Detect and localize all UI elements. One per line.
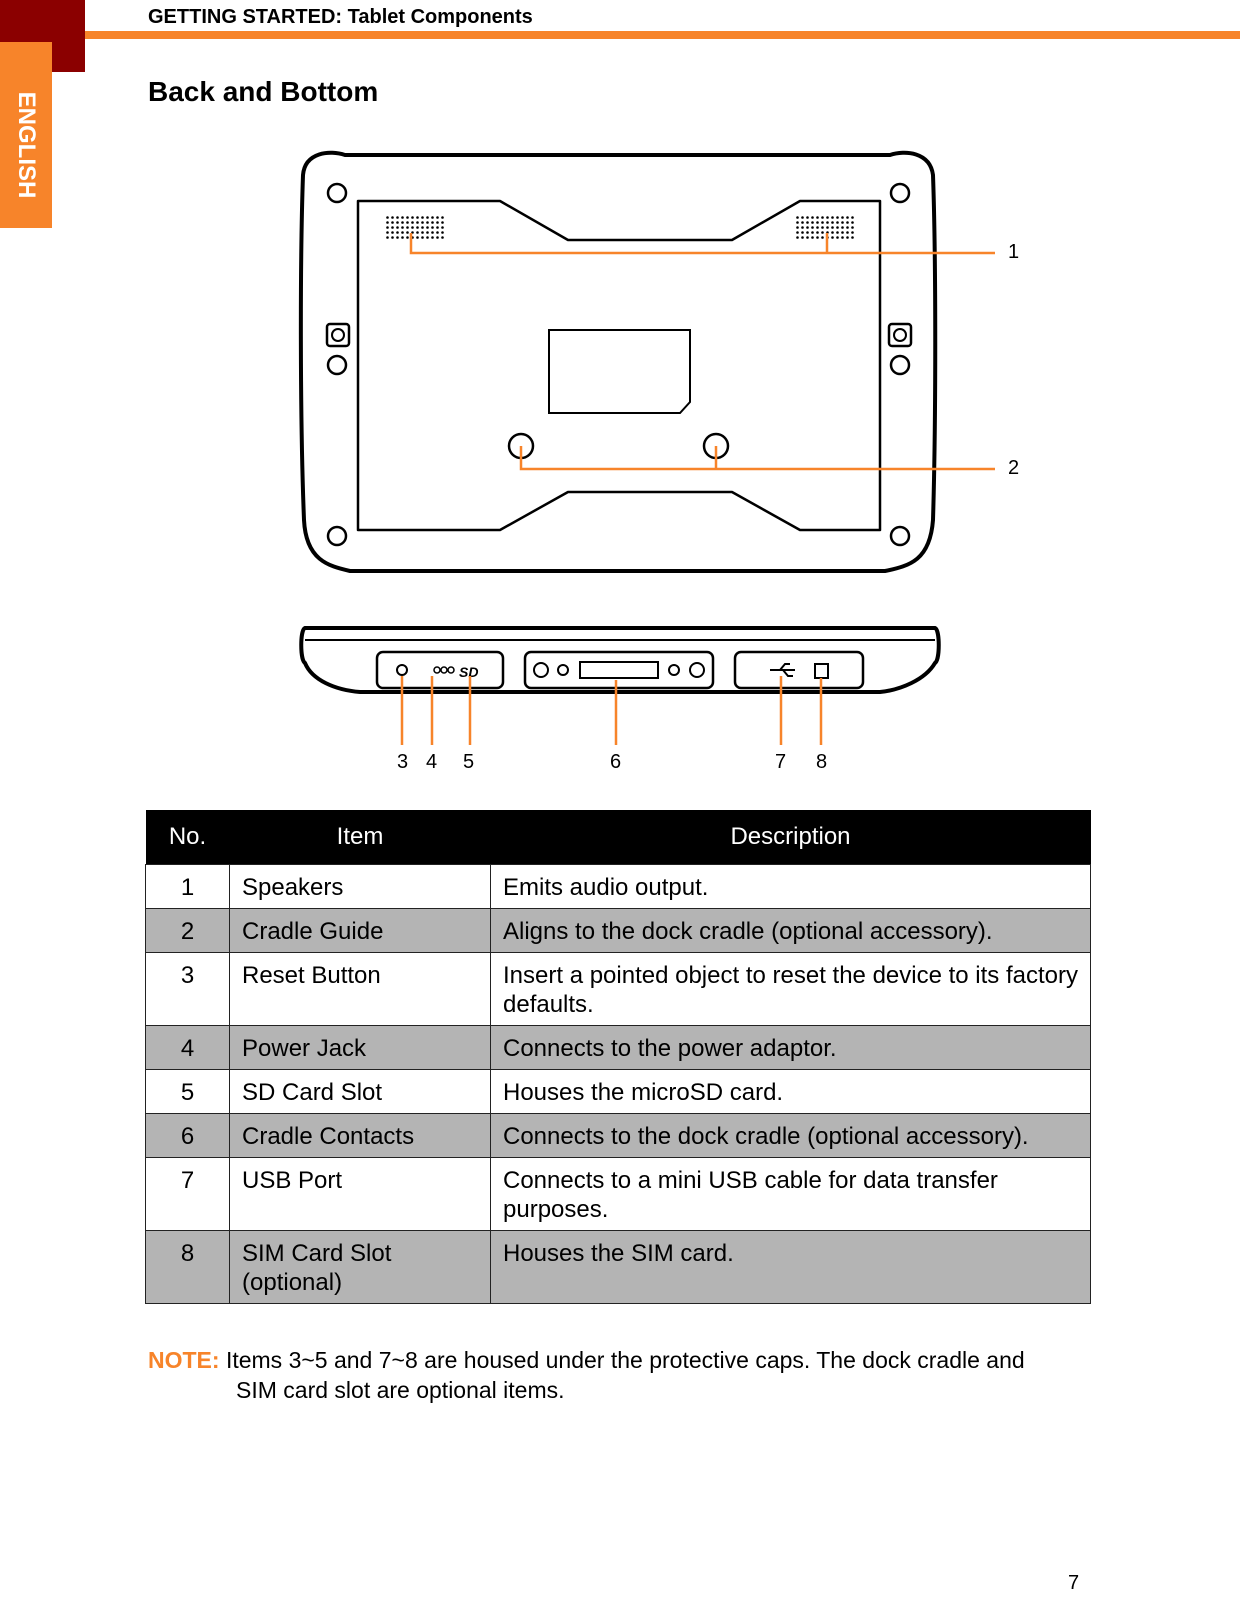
- screw-icon: [891, 527, 909, 545]
- table-row: [146, 865, 1091, 909]
- table-row: [146, 953, 1091, 1026]
- row-description: Houses the microSD card.: [491, 1070, 1091, 1114]
- table-row: [146, 909, 1091, 953]
- callout-label: 8: [816, 751, 828, 773]
- row-no: 8: [146, 1231, 230, 1304]
- row-description: Connects to the power adaptor.: [491, 1026, 1091, 1070]
- screw-icon: [891, 184, 909, 202]
- table-row: [146, 1026, 1091, 1070]
- row-no: 7: [146, 1158, 230, 1231]
- row-no: 3: [146, 953, 230, 1026]
- screw-icon: [891, 356, 909, 374]
- row-item: SD Card Slot: [230, 1070, 491, 1114]
- note-label: NOTE:: [148, 1347, 220, 1373]
- row-no: 2: [146, 909, 230, 953]
- tablet-bottom-view: [301, 628, 939, 692]
- right-port-cover: [735, 652, 863, 688]
- language-tab-label: ENGLISH: [13, 91, 40, 199]
- callout-label: 7: [775, 751, 787, 773]
- section-title: Back and Bottom: [148, 76, 379, 107]
- row-item: Cradle Guide: [230, 909, 491, 953]
- callout-label: 4: [426, 751, 438, 773]
- callout-label: 6: [610, 751, 622, 773]
- screw-icon: [328, 527, 346, 545]
- callout-leaders-back: [411, 233, 995, 469]
- row-description: Houses the SIM card.: [491, 1231, 1091, 1304]
- screw-icon: [328, 184, 346, 202]
- callout-label: 3: [397, 751, 409, 773]
- table-row: [146, 1231, 1091, 1304]
- speaker-grille-icon: [794, 214, 854, 239]
- table-header-row: [146, 810, 1091, 865]
- speaker-grille-icon: [385, 214, 445, 239]
- callout-label: 2: [1008, 457, 1020, 479]
- callout-label: 5: [463, 751, 475, 773]
- row-item: Cradle Contacts: [230, 1114, 491, 1158]
- cradle-contact-panel: [525, 652, 713, 688]
- note-text-line2: SIM card slot are optional items.: [236, 1377, 565, 1403]
- row-description: Connects to the dock cradle (optional accessory).: [491, 1114, 1091, 1158]
- cradle-contact-strip: [580, 662, 658, 678]
- row-item: SIM Card Slot (optional): [230, 1231, 491, 1304]
- screw-icon: [328, 356, 346, 374]
- row-description: Emits audio output.: [491, 865, 1091, 909]
- strap-mount-icon: [889, 324, 911, 346]
- components-table: [145, 810, 1091, 1304]
- row-description: Aligns to the dock cradle (optional accessory).: [491, 909, 1091, 953]
- label-plate: [549, 330, 690, 413]
- row-item: Power Jack: [230, 1026, 491, 1070]
- sim-card-icon: [815, 664, 828, 678]
- callout-label: 1: [1008, 241, 1020, 263]
- row-no: 4: [146, 1026, 230, 1070]
- row-item: Reset Button: [230, 953, 491, 1026]
- tablet-back-inner-panel: [358, 201, 880, 530]
- tablet-bottom-outline: [301, 628, 939, 692]
- power-jack-icon: [434, 667, 440, 673]
- row-item: USB Port: [230, 1158, 491, 1231]
- row-description: Insert a pointed object to reset the device to its factory defaults.: [491, 953, 1091, 1026]
- table-row: [146, 1114, 1091, 1158]
- note: [148, 1345, 1108, 1405]
- row-description: Connects to a mini USB cable for data transfer purposes.: [491, 1158, 1091, 1231]
- callout-leaders-bottom: [402, 676, 821, 745]
- row-item: Speakers: [230, 865, 491, 909]
- page-header-title: GETTING STARTED: Tablet Components: [148, 6, 533, 28]
- sd-logo-icon: SD: [459, 664, 479, 680]
- table-row: [146, 1158, 1091, 1231]
- row-no: 5: [146, 1070, 230, 1114]
- table-row: [146, 1070, 1091, 1114]
- row-no: 6: [146, 1114, 230, 1158]
- strap-mount-icon: [327, 324, 349, 346]
- reset-button-icon: [397, 665, 407, 675]
- header-description: Description: [491, 810, 1091, 865]
- usb-icon: [770, 664, 795, 676]
- header-item: Item: [230, 810, 491, 865]
- note-text-line1: Items 3~5 and 7~8 are housed under the protective caps. The dock cradle and: [225, 1347, 1025, 1373]
- page-number: 7: [1068, 1572, 1080, 1594]
- row-no: 1: [146, 865, 230, 909]
- tablet-diagram: [0, 0, 1240, 800]
- header-no: No.: [146, 810, 230, 865]
